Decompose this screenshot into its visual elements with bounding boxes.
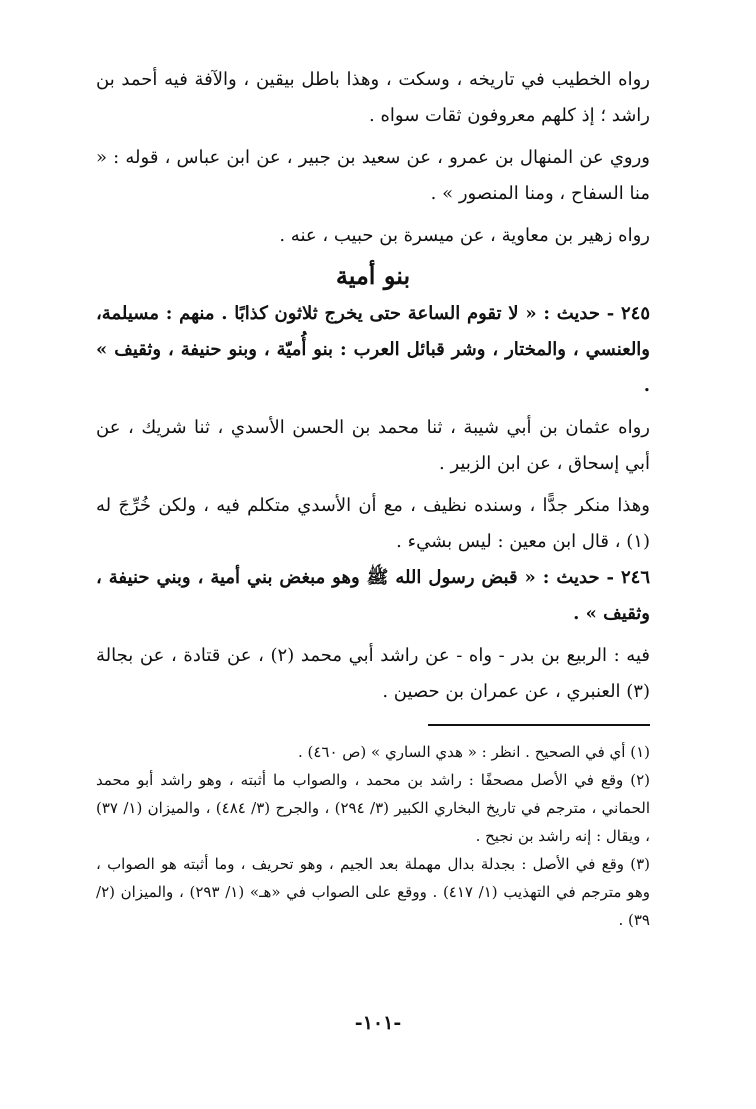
hadith-246: ٢٤٦ - حديث : « قبض رسول الله ﷺ وهو مبغض بني أمية ، وبني حنيفة ، وثقيف » . [96, 567, 650, 624]
footnote-separator [428, 724, 650, 726]
paragraph-khatib: رواه الخطيب في تاريخه ، وسكت ، وهذا باطل بيقين ، والآفة فيه أحمد بن راشد ؛ إذ كلهم معروفون ثقات سواه . [96, 69, 650, 126]
footnote-3: (٣) وقع في الأصل : بجدلة بدال مهملة بعد الجيم ، وهو تحريف ، وما أثبته هو الصواب ، وهو مترجم في التهذيب (١/ ٤١٧) . ووقع على الصواب في «هـ» (١/ ٢٩٣) ، والميزان (٢/ ٣٩) . [96, 855, 650, 929]
page-number: -١٠١- [354, 1012, 402, 1034]
paragraph-246-chain: فيه : الربيع بن بدر - واه - عن راشد أبي محمد (٢) ، عن قتادة ، عن بجالة (٣) العنبري ، عن عمران بن حصين . [96, 645, 650, 702]
paragraph-minhal: وروي عن المنهال بن عمرو ، عن سعيد بن جبير ، عن ابن عباس ، قوله : « منا السفاح ، ومنا المنصور » . [96, 147, 650, 204]
paragraph-245-comment: وهذا منكر جدًّا ، وسنده نظيف ، مع أن الأسدي متكلم فيه ، ولكن خُرِّجَ له (١) ، قال ابن معين : ليس بشيء . [96, 495, 650, 552]
paragraph-zuhair: رواه زهير بن معاوية ، عن ميسرة بن حبيب ، عنه . [279, 225, 650, 246]
hadith-245: ٢٤٥ - حديث : « لا تقوم الساعة حتى يخرج ثلاثون كذابًا . منهم : مسيلمة، والعنسي ، والمختار ، وشر قبائل العرب : بنو أُميّة ، وبنو حنيفة ، وثقيف » . [96, 303, 650, 396]
section-title: بنو أمية [335, 261, 411, 290]
footnote-1: (١) أي في الصحيح . انظر : « هدي الساري » (ص ٤٦٠) . [297, 743, 650, 761]
footnote-2: (٢) وقع في الأصل مصحفًا : راشد بن محمد ، والصواب ما أثبته ، وهو راشد أبو محمد الحماني ، مترجم في تاريخ البخاري الكبير (٣/ ٢٩٤) ، والجرح (٣/ ٤٨٤) ، والميزان (١/ ٣٧) ، ويقال : إنه راشد بن نجيح . [96, 771, 650, 845]
paragraph-245-chain: رواه عثمان بن أبي شيبة ، ثنا محمد بن الحسن الأسدي ، ثنا شريك ، عن أبي إسحاق ، عن ابن الزبير . [96, 417, 650, 474]
